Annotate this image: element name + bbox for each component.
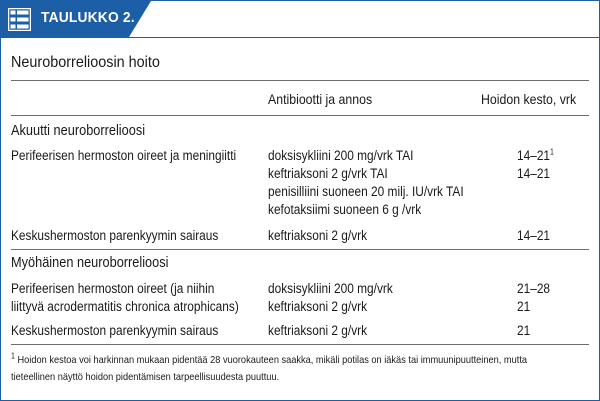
header-divider <box>11 115 589 116</box>
acute-row1-duration1-value: 14–21 <box>517 148 551 163</box>
footnote-line1 <box>11 351 528 367</box>
late-row1-drug1: doksisykliini 200 mg/vrk <box>268 281 393 296</box>
acute-row1-drug3: penisilliini suoneen 20 milj. IU/vrk TAI <box>268 184 464 199</box>
acute-row2-drug: keftriaksoni 2 g/vrk <box>268 228 368 243</box>
acute-row1-condition: Perifeerisen hermoston oireet ja meningiitti <box>11 148 237 163</box>
late-row1-drug2: keftriaksoni 2 g/vrk <box>268 299 368 314</box>
late-row2-duration: 21 <box>517 323 531 338</box>
acute-row1-duration2: 14–21 <box>517 166 551 181</box>
table-header-bar <box>1 1 599 38</box>
late-row1-condition-line2: liittyvä acrodermatitis chronica atrophicans) <box>11 299 239 314</box>
acute-row1-duration1 <box>517 148 554 164</box>
late-row1-condition-line1: Perifeerisen hermoston oireet (ja niihin <box>11 281 215 296</box>
acute-row1-drug1: doksisykliini 200 mg/vrk TAI <box>268 148 414 163</box>
section-heading-acute: Akuutti neuroborrelioosi <box>11 123 146 139</box>
table-icon <box>8 8 31 31</box>
footnote-marker: 1 <box>11 351 15 361</box>
table-label: TAULUKKO 2. <box>41 9 135 26</box>
late-row2-drug: keftriaksoni 2 g/vrk <box>268 323 368 338</box>
footer-divider <box>11 344 589 345</box>
section-divider <box>11 249 589 250</box>
acute-row1-drug4: kefotaksiimi suoneen 6 g /vrk <box>268 202 422 217</box>
title-divider <box>11 80 589 81</box>
column-header-duration: Hoidon kesto, vrk <box>481 91 577 107</box>
section-heading-late: Myöhäinen neuroborrelioosi <box>11 255 169 271</box>
acute-row2-duration: 14–21 <box>517 228 551 243</box>
footnote-text-line2: tieteellinen näyttö hoidon pidentämisen tarpeellisuudesta puuttuu. <box>11 371 280 383</box>
acute-row2-condition: Keskushermoston parenkyymin sairaus <box>11 228 219 243</box>
column-header-antibiotic: Antibiootti ja annos <box>268 91 373 107</box>
late-row1-duration2: 21 <box>517 299 531 314</box>
footnote-ref-marker: 1 <box>550 147 554 157</box>
footnote-text-line1: Hoidon kestoa voi harkinnan mukaan pidentää 28 vuorokauteen saakka, mikäli potilas on iäkäs tai immuunipuutteinen, mutta <box>17 354 528 366</box>
table-title: Neuroborrelioosin hoito <box>11 54 160 71</box>
late-row1-duration1: 21–28 <box>517 281 551 296</box>
late-row2-condition: Keskushermoston parenkyymin sairaus <box>11 323 219 338</box>
acute-row1-drug2: keftriaksoni 2 g/vrk TAI <box>268 166 388 181</box>
